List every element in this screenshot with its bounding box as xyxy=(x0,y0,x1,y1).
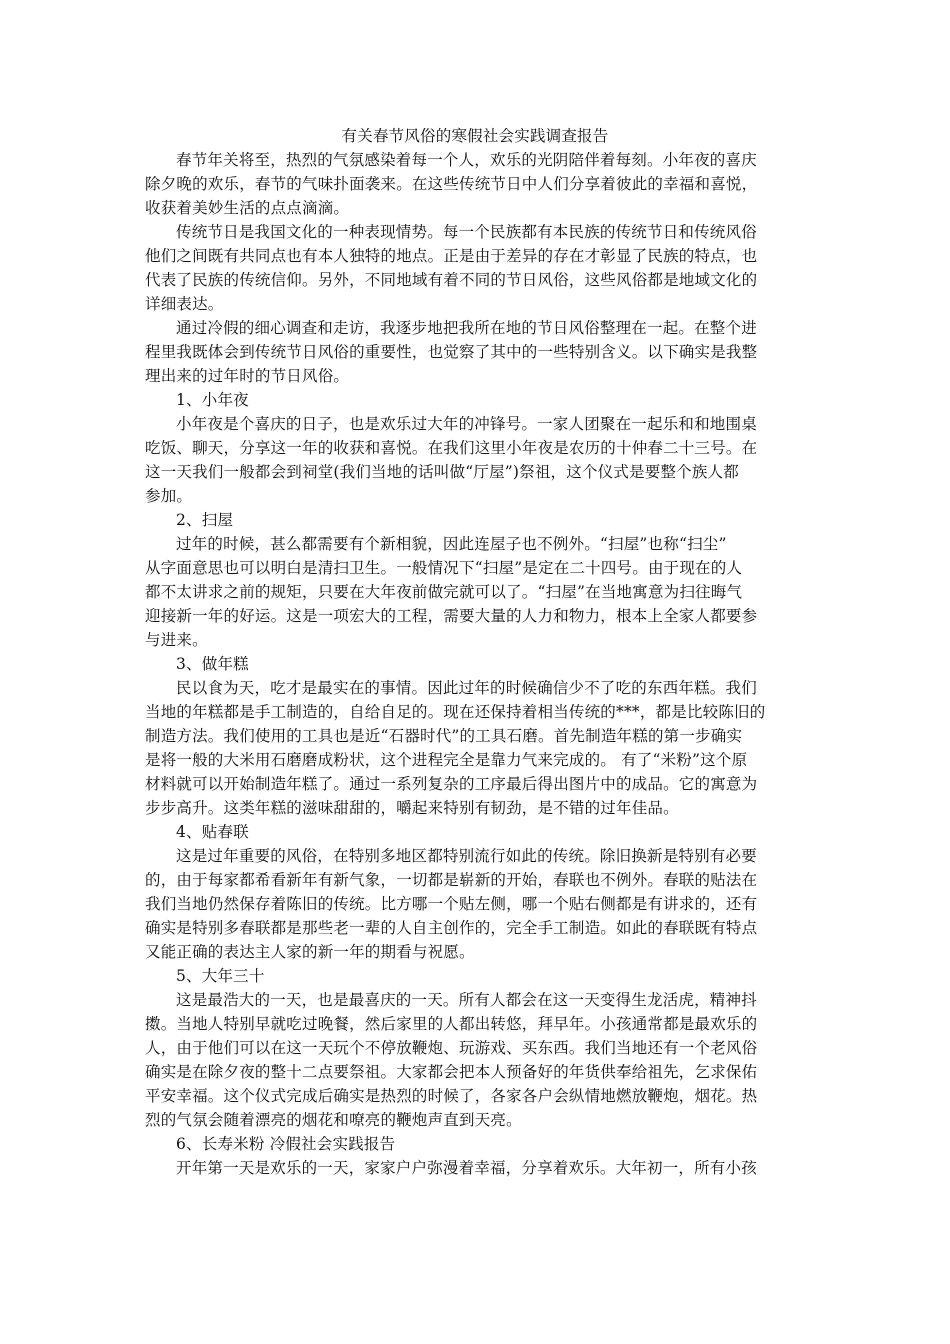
section-heading xyxy=(145,964,805,988)
body-paragraph xyxy=(145,532,805,652)
text-line: 又能正确的表达主人家的新一年的期看与祝愿。 xyxy=(145,943,475,961)
text-line: 步步高升。这类年糕的滋味甜甜的，嚼起来特别有韧劲，是不错的过年佳品。 xyxy=(145,799,679,817)
text-line: 6、长寿米粉 冷假社会实践报告 xyxy=(176,1135,396,1153)
text-line: 制造方法。我们使用的工具也是近“石器时代”的工具石磨。首先制造年糕的第一步确实 xyxy=(145,727,743,745)
section-heading xyxy=(145,508,805,532)
body-paragraph xyxy=(145,1156,805,1180)
document-page xyxy=(145,124,805,1180)
document-title: 有关春节风俗的寒假社会实践调查报告 xyxy=(341,127,609,145)
text-line: 理出来的过年时的节日风俗。 xyxy=(145,367,350,385)
text-line: 程里我既体会到传统节日风俗的重要性，也觉察了其中的一些特别含义。以下确实是我整 xyxy=(145,343,758,361)
text-line: 确实是特别多春联都是那些老一辈的人自主创作的，完全手工制造。如此的春联既有特点 xyxy=(145,919,758,937)
text-line: 代表了民族的传统信仰。另外，不同地域有着不同的节日风俗，这些风俗都是地域文化的 xyxy=(145,271,758,289)
body-paragraph xyxy=(145,220,805,316)
text-line: 春节年关将至，热烈的气氛感染着每一个人，欢乐的光阴陪伴着每刻。小年夜的喜庆 xyxy=(176,151,757,169)
text-line: 烈的气氛会随着漂亮的烟花和嘹亮的鞭炮声直到天亮。 xyxy=(145,1111,522,1129)
text-line: 都不太讲求之前的规矩，只要在大年夜前做完就可以了。“扫屋”在当地寓意为扫往晦气 xyxy=(145,583,743,601)
text-line: 3、做年糕 xyxy=(176,655,249,673)
body-paragraph xyxy=(145,988,805,1132)
body-paragraph xyxy=(145,412,805,508)
text-line: 他们之间既有共同点也有本人独特的地点。正是由于差异的存在才彰显了民族的特点，也 xyxy=(145,247,758,265)
text-line: 小年夜是个喜庆的日子，也是欢乐过大年的冲锋号。一家人团聚在一起乐和和地围桌 xyxy=(176,415,757,433)
text-line: 除夕晚的欢乐，春节的气味扑面袭来。在这些传统节日中人们分享着彼此的幸福和喜悦， xyxy=(145,175,758,193)
section-heading xyxy=(145,652,805,676)
text-line: 通过冷假的细心调查和走访，我逐步地把我所在地的节日风俗整理在一起。在整个进 xyxy=(176,319,757,337)
text-line: 擞。当地人特别早就吃过晚餐，然后家里的人都出转悠，拜早年。小孩通常都是最欢乐的 xyxy=(145,1015,758,1033)
text-line: 2、扫屋 xyxy=(176,511,234,529)
section-heading xyxy=(145,388,805,412)
text-line: 参加。 xyxy=(145,487,193,505)
section-heading xyxy=(145,1132,805,1156)
text-line: 民以食为天，吃才是最实在的事情。因此过年的时候确信少不了吃的东西年糕。我们 xyxy=(176,679,757,697)
text-line: 确实是在除夕夜的整十二点要祭祖。大家都会把本人预备好的年货供奉给祖先，乞求保佑 xyxy=(145,1063,758,1081)
text-line: 我们当地仍然保存着陈旧的传统。比方哪一个贴左侧，哪一个贴右侧都是有讲求的，还有 xyxy=(145,895,758,913)
text-line: 是将一般的大米用石磨磨成粉状，这个进程完全是靠力气来完成的。 有了“米粉”这个原 xyxy=(145,751,748,769)
section-heading xyxy=(145,820,805,844)
body-paragraph xyxy=(145,316,805,388)
text-line: 这一天我们一般都会到祠堂(我们当地的话叫做“厅屋”)祭祖，这个仪式是要整个族人都 xyxy=(145,463,739,481)
text-line: 这是最浩大的一天，也是最喜庆的一天。所有人都会在这一天变得生龙活虎，精神抖 xyxy=(176,991,757,1009)
text-line: 传统节日是我国文化的一种表现情势。每一个民族都有本民族的传统节日和传统风俗 xyxy=(176,223,757,241)
text-line: 人，由于他们可以在这一天玩个不停放鞭炮、玩游戏、买东西。我们当地还有一个老风俗 xyxy=(145,1039,758,1057)
body-paragraph xyxy=(145,844,805,964)
text-line: 收获着美妙生活的点点滴滴。 xyxy=(145,199,350,217)
text-line: 过年的时候，甚么都需要有个新相貌，因此连屋子也不例外。“扫屋”也称“扫尘” xyxy=(176,535,727,553)
text-line: 迎接新一年的好运。这是一项宏大的工程，需要大量的人力和物力，根本上全家人都要参 xyxy=(145,607,758,625)
text-line: 从字面意思也可以明白是清扫卫生。一般情况下“扫屋”是定在二十四号。由于现在的人 xyxy=(145,559,743,577)
text-line: 详细表达。 xyxy=(145,295,224,313)
text-line: 1、小年夜 xyxy=(176,391,249,409)
body-paragraph xyxy=(145,148,805,220)
text-line: 这是过年重要的风俗，在特别多地区都特别流行如此的传统。除旧换新是特别有必要 xyxy=(176,847,757,865)
text-line: 吃饭、聊天，分享这一年的收获和喜悦。在我们这里小年夜是农历的十仲春二十三号。在 xyxy=(145,439,758,457)
text-line: 材料就可以开始制造年糕了。通过一系列复杂的工序最后得出图片中的成品。它的寓意为 xyxy=(145,775,758,793)
document-body xyxy=(145,148,805,1180)
text-line: 4、贴春联 xyxy=(176,823,249,841)
text-line: 平安幸福。这个仪式完成后确实是热烈的时候了，各家各户会纵情地燃放鞭炮，烟花。热 xyxy=(145,1087,758,1105)
text-line: 当地的年糕都是手工制造的，自给自足的。现在还保持着相当传统的***，都是比较陈旧的 xyxy=(145,703,766,721)
text-line: 的，由于每家都希看新年有新气象，一切都是崭新的开始，春联也不例外。春联的贴法在 xyxy=(145,871,758,889)
text-line: 5、大年三十 xyxy=(176,967,265,985)
text-line: 开年第一天是欢乐的一天，家家户户弥漫着幸福，分享着欢乐。大年初一，所有小孩 xyxy=(176,1159,757,1177)
body-paragraph xyxy=(145,676,805,820)
text-line: 与进来。 xyxy=(145,631,208,649)
